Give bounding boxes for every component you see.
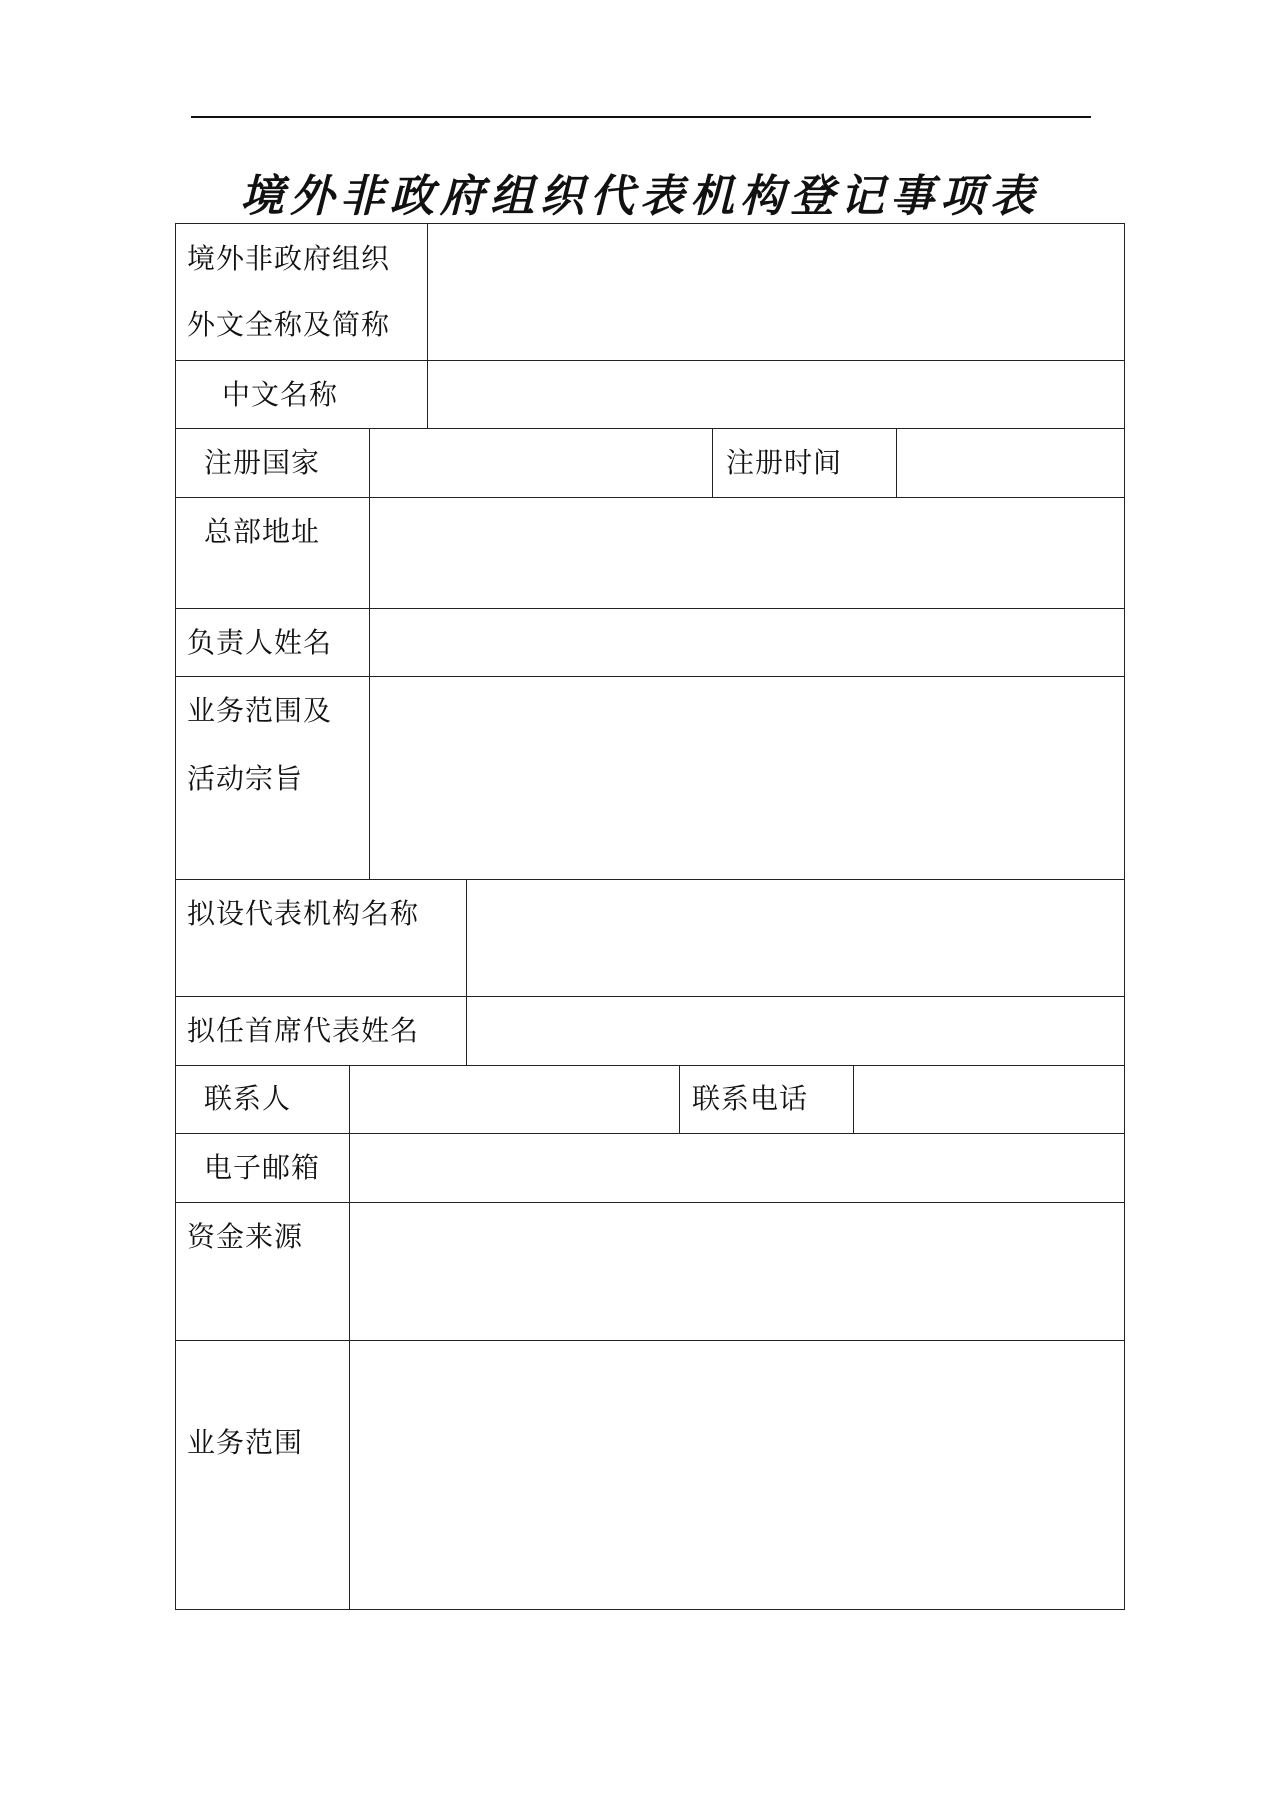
reg-time-field[interactable] [896, 428, 1125, 498]
proposed-office-field[interactable] [466, 879, 1125, 997]
header-rule [191, 116, 1091, 118]
reg-country-field[interactable] [369, 428, 713, 498]
scope-purpose-label-1: 业务范围及 [187, 694, 333, 727]
email-field[interactable] [349, 1133, 1125, 1203]
proposed-office-label: 拟设代表机构名称 [187, 897, 420, 930]
leader-name-label: 负责人姓名 [187, 626, 333, 659]
funding-field[interactable] [349, 1202, 1125, 1341]
chinese-name-label: 中文名称 [222, 378, 339, 411]
contact-label: 联系人 [204, 1082, 292, 1115]
reg-country-label: 注册国家 [204, 446, 321, 479]
scope-purpose-label-2: 活动宗旨 [187, 762, 304, 795]
email-label: 电子邮箱 [204, 1151, 321, 1184]
scope-purpose-field[interactable] [369, 676, 1125, 880]
foreign-name-field[interactable] [427, 223, 1125, 361]
chief-rep-field[interactable] [466, 996, 1125, 1066]
page-title: 境外非政府组织代表机构登记事项表 [240, 171, 1040, 222]
hq-address-label: 总部地址 [204, 515, 321, 548]
business-scope-field[interactable] [349, 1340, 1125, 1610]
foreign-name-label-1: 境外非政府组织 [187, 242, 391, 275]
foreign-name-label-2: 外文全称及简称 [187, 308, 391, 341]
contact-phone-field[interactable] [853, 1065, 1125, 1134]
chinese-name-field[interactable] [427, 360, 1125, 429]
reg-time-label: 注册时间 [726, 446, 843, 479]
funding-label: 资金来源 [187, 1220, 304, 1253]
contact-field[interactable] [349, 1065, 680, 1134]
chief-rep-label: 拟任首席代表姓名 [187, 1014, 420, 1047]
contact-phone-label: 联系电话 [692, 1082, 809, 1115]
leader-name-field[interactable] [369, 608, 1125, 677]
hq-address-field[interactable] [369, 497, 1125, 609]
business-scope-label: 业务范围 [187, 1426, 304, 1459]
